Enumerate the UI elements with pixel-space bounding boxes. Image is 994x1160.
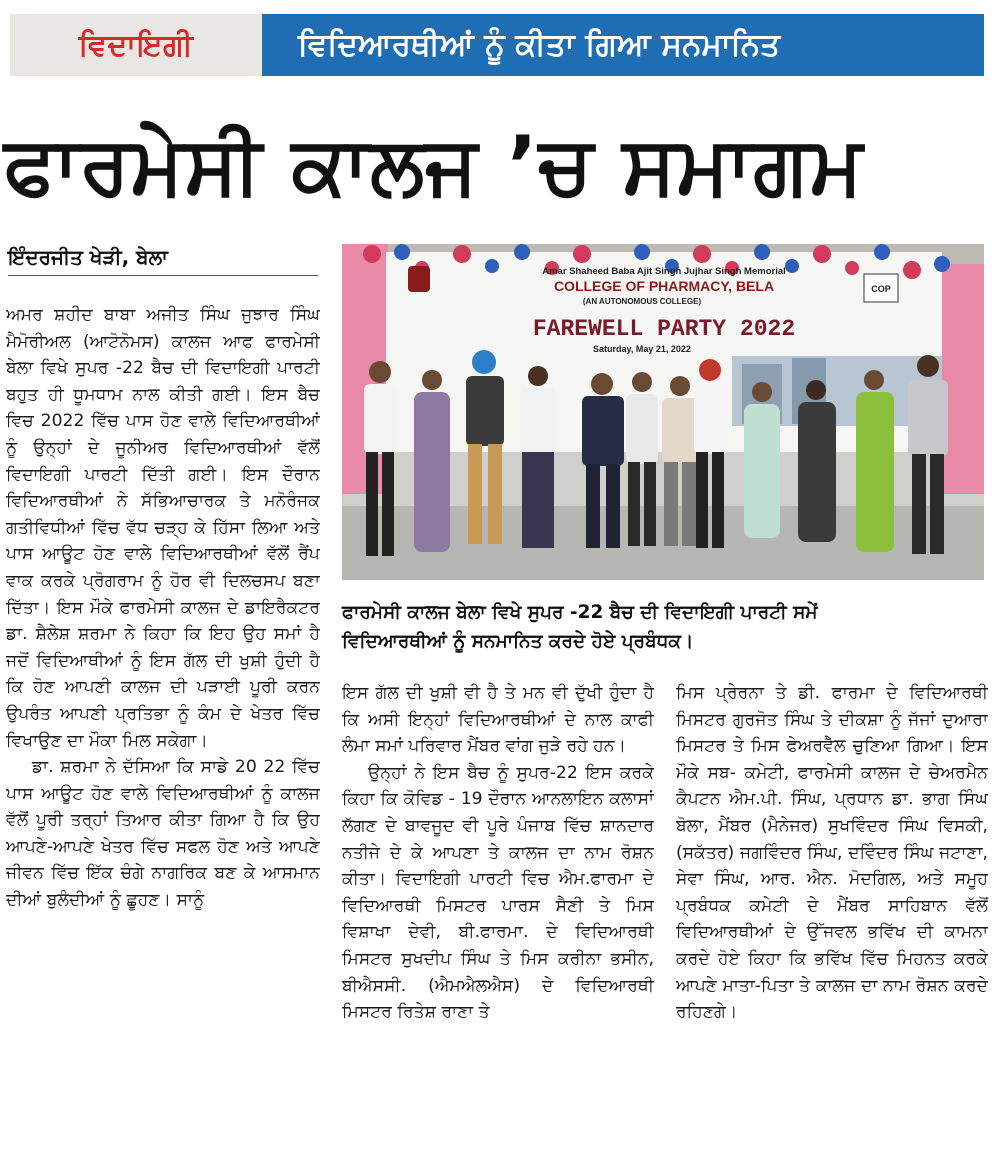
article-paragraph: ਡਾ. ਸ਼ਰਮਾ ਨੇ ਦੱਸਿਆ ਕਿ ਸਾਡੇ 20 22 ਵਿੱਚ ਪਾਸ ਆਊਟ ਹੋਣ ਵਾਲੇ ਵਿਦਿਆਰਥੀਆਂ ਨੂੰ ਕਾਲਜ ਵੱਲੋਂ ਪੂਰੀ ਤਰ੍ਹਾਂ ਤਿਆਰ ਕੀਤਾ ਗਿਆ ਹੈ ਕਿ ਉਹ ਆਪਣੇ-ਆਪਣੇ ਖੇਤਰ ਵਿੱਚ ਸਫਲ ਹੋਣ ਅਤੇ ਆਪਣੇ ਜੀਵਨ ਵਿੱਚ ਇੱਕ ਚੰਗੇ ਨਾਗਰਿਕ ਬਣ ਕੇ ਆਸਮਾਨ ਦੀਆਂ ਬੁਲੰਦੀਆਂ ਨੂੰ ਛੂਹਣ। ਸਾਨੂੰ — [6, 757, 320, 911]
banner-line-3: (AN AUTONOMOUS COLLEGE) — [582, 297, 702, 306]
photo-illustration — [342, 244, 984, 580]
article-paragraph: ਉਨ੍ਹਾਂ ਨੇ ਇਸ ਬੈਚ ਨੂੰ ਸੁਪਰ-22 ਇਸ ਕਰਕੇ ਕਿਹਾ ਕਿ ਕੋਵਿਡ - 19 ਦੌਰਾਨ ਆਨਲਾਇਨ ਕਲਾਸਾਂ ਲੱਗਣ ਦੇ ਬਾਵਜੂਦ ਵੀ ਪੂਰੇ ਪੰਜਾਬ ਵਿੱਚ ਸ਼ਾਨਦਾਰ ਨਤੀਜੇ ਦੇ ਕੇ ਆਪਣਾ ਤੇ ਕਾਲਜ ਦਾ ਨਾਮ ਰੋਸ਼ਨ ਕੀਤਾ। ਵਿਦਾਇਗੀ ਪਾਰਟੀ ਵਿਚ ਐਮ.ਫਾਰਮਾ ਦੇ ਵਿਦਿਆਰਥੀ ਮਿਸਟਰ ਪਾਰਸ ਸੈਣੀ ਤੇ ਮਿਸ ਵਿਸ਼ਾਖਾ ਦੇਵੀ, ਬੀ.ਫਾਰਮਾ. ਦੇ ਵਿਦਿਆਰਥੀ ਮਿਸਟਰ ਸੁਖਦੀਪ ਸਿੰਘ ਤੇ ਮਿਸ ਕਰੀਨਾ ਭਸੀਨ, ਬੀਐਸਸੀ. (ਐਮਐਲਐਸ) ਦੇ ਵਿਦਿਆਰਥੀ ਮਿਸਟਰ ਰਿਤੇਸ਼ ਰਾਣਾ ਤੇ — [342, 762, 654, 1023]
article-column-3 — [676, 680, 988, 1154]
section-kicker: ਵਿਦਾਇਗੀ — [10, 14, 262, 76]
headline: ਫਾਰਮੇਸੀ ਕਾਲਜ ’ਚ ਸਮਾਗਮ — [4, 119, 864, 212]
article-paragraph: ਮਿਸ ਪ੍ਰੇਰਨਾ ਤੇ ਡੀ. ਫਾਰਮਾ ਦੇ ਵਿਦਿਆਰਥੀ ਮਿਸਟਰ ਗੁਰਜੋਤ ਸਿੰਘ ਤੇ ਦੀਕਸ਼ਾ ਨੂੰ ਜੱਜਾਂ ਦੁਆਰਾ ਮਿਸਟਰ ਤੇ ਮਿਸ ਫੇਅਰਵੈੱਲ ਚੁਣਿਆ ਗਿਆ। ਇਸ ਮੌਕੇ ਸਬ- ਕਮੇਟੀ, ਫਾਰਮੇਸੀ ਕਾਲਜ ਦੇ ਚੇਅਰਮੈਨ ਕੈਪਟਨ ਐਮ.ਪੀ. ਸਿੰਘ, ਪ੍ਰਧਾਨ ਡਾ. ਭਾਗ ਸਿੰਘ ਬੋਲਾ, ਮੈਂਬਰ (ਮੈਨੇਜਰ) ਸੁਖਵਿੰਦਰ ਸਿੰਘ ਵਿਸਕੀ, (ਸਕੱਤਰ) ਜਗਵਿੰਦਰ ਸਿੰਘ, ਦਵਿੰਦਰ ਸਿੰਘ ਜਟਾਣਾ, ਸੇਵਾ ਸਿੰਘ, ਆਰ. ਐਨ. ਮੋਦਗਿਲ, ਅਤੇ ਸਮੂਹ ਪ੍ਰਬੰਧਕ ਕਮੇਟੀ ਦੇ ਮੈਂਬਰ ਸਾਹਿਬਾਨ ਵੱਲੋਂ ਵਿਦਿਆਰਥੀਆਂ ਦੇ ਉੱਜਵਲ ਭਵਿੱਖ ਦੀ ਕਾਮਨਾ ਕਰਦੇ ਹੋਏ ਕਿਹਾ ਕਿ ਭਵਿੱਖ ਵਿੱਚ ਮਿਹਨਤ ਕਰਕੇ ਆਪਣੇ ਮਾਤਾ-ਪਿਤਾ ਤੇ ਕਾਲਜ ਦਾ ਨਾਮ ਰੋਸ਼ਨ ਕਰਦੇ ਰਹਿਣਗੇ। — [676, 683, 988, 1023]
caption-line-2: ਵਿਦਿਆਰਥੀਆਂ ਨੂੰ ਸਨਮਾਨਿਤ ਕਰਦੇ ਹੋਏ ਪ੍ਰਬੰਧਕ। — [342, 631, 694, 652]
article-paragraph: ਇਸ ਗੱਲ ਦੀ ਖੁਸ਼ੀ ਵੀ ਹੈ ਤੇ ਮਨ ਵੀ ਦੁੱਖੀ ਹੁੰਦਾ ਹੈ ਕਿ ਅਸੀ ਇਨ੍ਹਾਂ ਵਿਦਿਆਰਥੀਆਂ ਦੇ ਨਾਲ ਕਾਫੀ ਲੰਮਾ ਸਮਾਂ ਪਰਿਵਾਰ ਮੈਂਬਰ ਵਾਂਗ ਜੁੜੇ ਰਹੇ ਹਨ। — [342, 683, 654, 757]
banner-title: FAREWELL PARTY 2022 — [532, 316, 796, 342]
photo-caption — [342, 598, 984, 664]
svg-text:COP: COP — [871, 284, 891, 294]
section-subhead: ਵਿਦਿਆਰਥੀਆਂ ਨੂੰ ਕੀਤਾ ਗਿਆ ਸਨਮਾਨਿਤ — [262, 14, 984, 76]
section-header — [10, 14, 984, 76]
article-column-1 — [6, 302, 320, 1154]
byline: ਇੰਦਰਜੀਤ ਖੇੜੀ, ਬੇਲਾ — [8, 240, 318, 276]
news-photo — [342, 244, 984, 580]
article-paragraph: ਅਮਰ ਸ਼ਹੀਦ ਬਾਬਾ ਅਜੀਤ ਸਿੰਘ ਜੁਝਾਰ ਸਿੰਘ ਮੈਮੋਰੀਅਲ (ਆਟੋਨੋਮਸ) ਕਾਲਜ ਆਫ ਫਾਰਮੇਸੀ ਬੇਲਾ ਵਿਖੇ ਸੁਪਰ -22 ਬੈਚ ਦੀ ਵਿਦਾਇਗੀ ਪਾਰਟੀ ਬਹੁਤ ਹੀ ਧੂਮਧਾਮ ਨਾਲ ਕੀਤੀ ਗਈ। ਇਸ ਬੈਚ ਵਿਚ 2022 ਵਿੱਚ ਪਾਸ ਹੋਣ ਵਾਲੇ ਵਿਦਿਆਰਥੀਆਂ ਨੂੰ ਉਨ੍ਹਾਂ ਦੇ ਜੂਨੀਅਰ ਵਿਦਿਆਰਥੀਆਂ ਵੱਲੋਂ ਵਿਦਾਇਗੀ ਪਾਰਟੀ ਦਿੱਤੀ ਗਈ। ਇਸ ਦੌਰਾਨ ਵਿਦਿਆਰਥੀਆਂ ਨੇ ਸੱਭਿਆਚਾਰਕ ਤੇ ਮਨੋਰੰਜਕ ਗਤੀਵਿਧੀਆਂ ਵਿੱਚ ਵੱਧ ਚੜ੍ਹ ਕੇ ਹਿੱਸਾ ਲਿਆ ਅਤੇ ਪਾਸ ਆਊਟ ਹੋਣ ਵਾਲੇ ਵਿਦਿਆਰਥੀਆਂ ਵੱਲੋਂ ਰੈਂਪ ਵਾਕ ਕਰਕੇ ਪ੍ਰੋਗਰਾਮ ਨੂੰ ਹੋਰ ਵੀ ਦਿਲਚਸਪ ਬਣਾ ਦਿੱਤਾ। ਇਸ ਮੌਕੇ ਫਾਰਮੇਸੀ ਕਾਲਜ ਦੇ ਡਾਇਰੈਕਟਰ ਡਾ. ਸ਼ੈਲੇਸ਼ ਸ਼ਰਮਾ ਨੇ ਕਿਹਾ ਕਿ ਇਹ ਉਹ ਸਮਾਂ ਹੈ ਜਦੋਂ ਵਿਦਿਆਥੀਆਂ ਨੂੰ ਇਸ ਗੱਲ ਦੀ ਖੁਸ਼ੀ ਹੁੰਦੀ ਹੈ ਕਿ ਹੋਣ ਆਪਣੀ ਕਾਲਜ ਦੀ ਪੜਾਈ ਪੂਰੀ ਕਰਨ ਉਪਰੰਤ ਆਪਣੀ ਪ੍ਰਤਿਭਾ ਨੂੰ ਕੰਮ ਦੇ ਖੇਤਰ ਵਿੱਚ ਵਿਖਾਉਣ ਦਾ ਮੌਕਾ ਮਿਲ ਸਕੇਗਾ। — [6, 305, 320, 751]
banner-line-1: Amar Shaheed Baba Ajit Singh Jujhar Singh Memorial — [542, 266, 786, 277]
caption-line-1: ਫਾਰਮੇਸੀ ਕਾਲਜ ਬੇਲਾ ਵਿਖੇ ਸੁਪਰ -22 ਬੈਚ ਦੀ ਵਿਦਾਇਗੀ ਪਾਰਟੀ ਸਮੇਂ — [342, 602, 818, 623]
article-column-2 — [342, 680, 654, 1154]
college-emblem — [408, 266, 430, 292]
banner-date: Saturday, May 21, 2022 — [593, 344, 691, 354]
banner-line-2: COLLEGE OF PHARMACY, BELA — [553, 278, 775, 294]
